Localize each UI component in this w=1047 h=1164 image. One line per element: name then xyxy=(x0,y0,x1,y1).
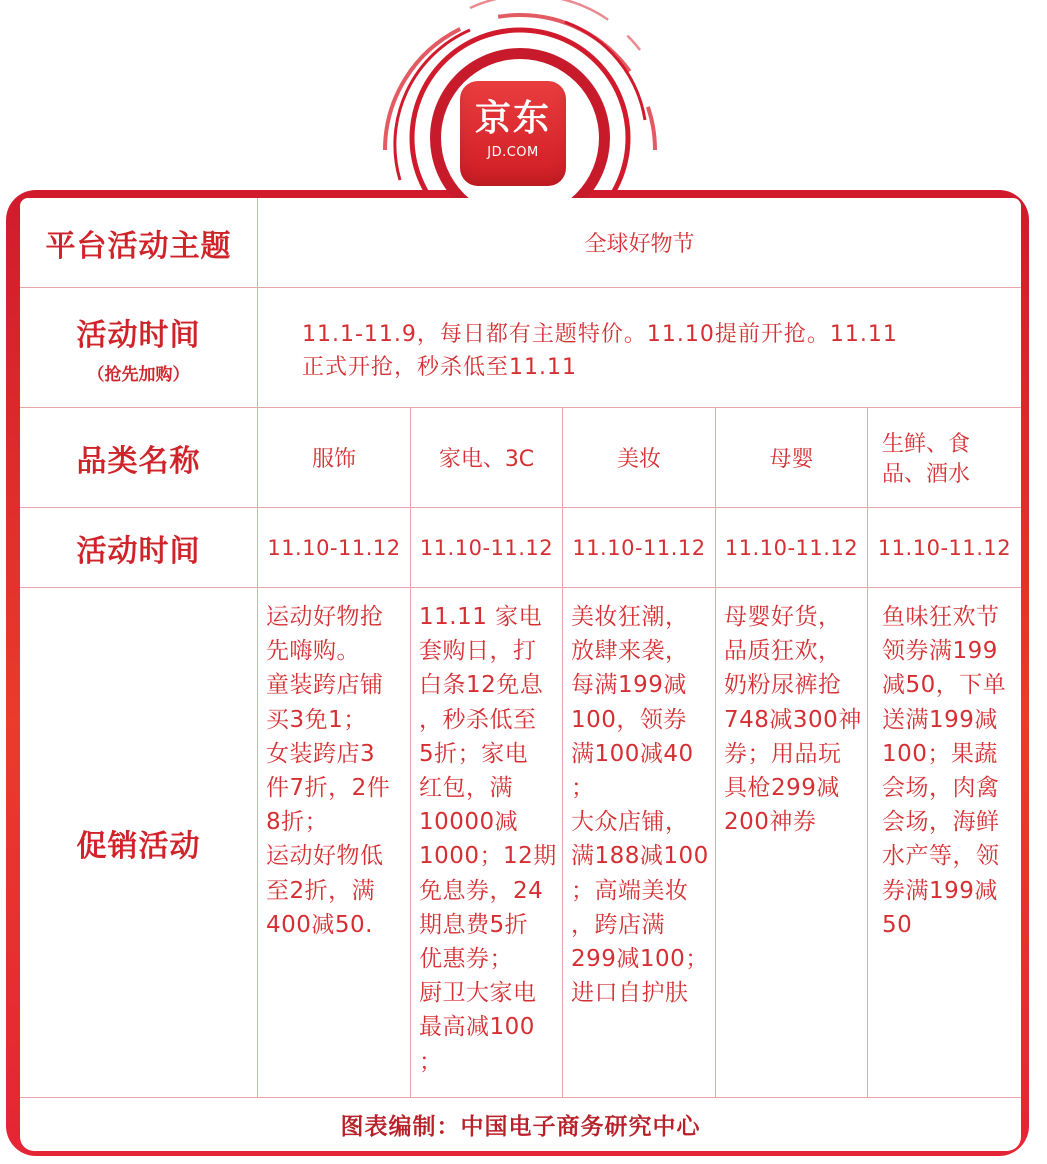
row-label-time-sub: （抢先加购） xyxy=(87,365,190,385)
promotion-cell: 母婴好货， 品质狂欢， 奶粉尿裤抢 748减300神 券；用品玩 具枪299减 200神券 xyxy=(716,588,868,1098)
category-cell: 家电、3C xyxy=(411,408,563,508)
promotion-cell: 鱼味狂欢节 领券满199 减50，下单 送满199减 100；果蔬 会场，肉禽 会场，海鲜 水产等，领 券满199减 50 xyxy=(868,588,1021,1098)
promotion-cell: 11.11 家电 套购日，打 白条12免息 ，秒杀低至 5折；家电 红包，满 10000减 1000；12期 免息券，24 期息费5折 优惠券； 厨卫大家电 最高减100 ； xyxy=(411,588,563,1098)
time-value-line1: 11.1-11.9，每日都有主题特价。11.10提前开抢。11.11 xyxy=(302,322,898,347)
promotion-cell: 运动好物抢 先嗨购。 童装跨店铺 买3免1； 女装跨店3 件7折，2件 8折； 运动好物低 至2折，满 400减50. xyxy=(258,588,411,1098)
date-cell: 11.10-11.12 xyxy=(563,508,716,588)
promotion-cell: 美妆狂潮， 放肆来袭， 每满199减 100，领券 满100减40 ； 大众店铺， 满188减100 ；高端美妆 ，跨店满 299减100； 进口自护肤 xyxy=(563,588,716,1098)
promotion-table xyxy=(20,198,1021,1151)
row-label-dates: 活动时间 xyxy=(20,508,258,588)
row-label-time-text: 活动时间 xyxy=(76,318,201,353)
category-cell: 服饰 xyxy=(258,408,411,508)
theme-value: 全球好物节 xyxy=(258,198,1021,288)
category-cell: 美妆 xyxy=(563,408,716,508)
time-value xyxy=(258,288,1021,408)
row-label-time xyxy=(20,288,258,408)
category-cell: 生鲜、食 品、酒水 xyxy=(868,408,1021,508)
time-value-line2: 正式开抢，秒杀低至11.11 xyxy=(302,355,577,380)
jd-logo-en: JD.COM xyxy=(487,145,539,160)
date-cell: 11.10-11.12 xyxy=(411,508,563,588)
row-label-theme: 平台活动主题 xyxy=(20,198,258,288)
row-label-category: 品类名称 xyxy=(20,408,258,508)
date-cell: 11.10-11.12 xyxy=(258,508,411,588)
jd-logo xyxy=(460,81,566,186)
date-cell: 11.10-11.12 xyxy=(716,508,868,588)
row-label-promotions: 促销活动 xyxy=(20,588,258,1098)
table-footer-source: 图表编制：中国电子商务研究中心 xyxy=(340,1114,701,1140)
date-cell: 11.10-11.12 xyxy=(868,508,1021,588)
jd-logo-cn: 京东 xyxy=(474,98,551,139)
category-cell: 母婴 xyxy=(716,408,868,508)
